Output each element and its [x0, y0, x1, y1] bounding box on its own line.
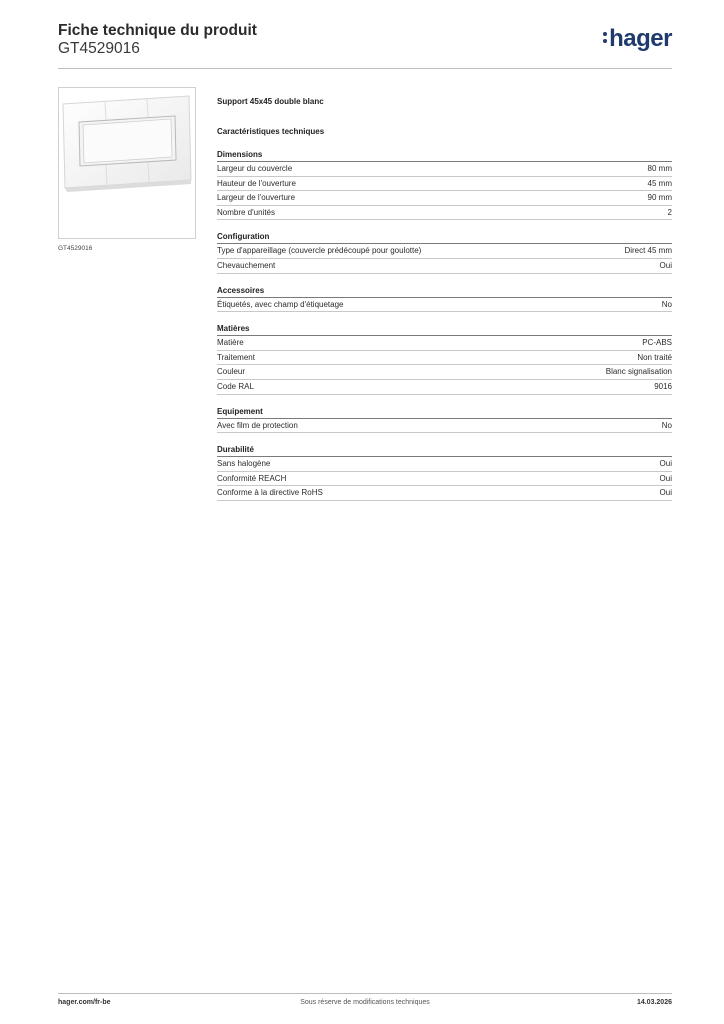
page-title: Fiche technique du produit — [58, 22, 257, 39]
hager-logo[interactable] — [603, 25, 672, 53]
footer-website-link[interactable]: hager.com/fr-be — [58, 999, 111, 1006]
spec-value: No — [661, 299, 672, 309]
spec-label: Hauteur de l'ouverture — [217, 178, 296, 188]
product-reference: GT4529016 — [58, 40, 140, 57]
spec-row — [217, 191, 672, 206]
spec-row — [217, 162, 672, 177]
spec-label: Conforme à la directive RoHS — [217, 488, 323, 498]
spec-row — [217, 419, 672, 434]
spec-value: Oui — [659, 488, 672, 498]
spec-row — [217, 365, 672, 380]
spec-row — [217, 380, 672, 395]
spec-row — [217, 351, 672, 366]
spec-row — [217, 206, 672, 221]
footer-date: 14.03.2026 — [636, 999, 672, 1006]
spec-row — [217, 486, 672, 501]
spec-row — [217, 259, 672, 274]
spec-group-configuration — [217, 230, 672, 273]
spec-label: Sans halogène — [217, 459, 271, 469]
product-image — [58, 87, 196, 239]
spec-content — [217, 96, 672, 501]
spec-value: 80 mm — [647, 164, 672, 173]
spec-label: Traitement — [217, 352, 255, 362]
spec-row — [217, 244, 672, 259]
spec-group-durabilite — [217, 443, 672, 501]
spec-value: No — [661, 420, 672, 430]
spec-label: Conformité REACH — [217, 473, 287, 483]
spec-group-matieres — [217, 322, 672, 394]
spec-label: Nombre d'unités — [217, 207, 275, 217]
logo-text: hager — [609, 25, 672, 52]
spec-label: Avec film de protection — [217, 420, 298, 430]
logo-dots-icon — [603, 32, 607, 43]
spec-row — [217, 336, 672, 351]
spec-label: Type d'appareillage (couvercle prédécoupé pour goulotte) — [217, 246, 422, 256]
spec-label: Largeur de l'ouverture — [217, 193, 296, 203]
spec-label: Étiquetés, avec champ d'étiquetage — [217, 299, 344, 309]
spec-value: PC-ABS — [642, 338, 672, 348]
section-heading: Caractéristiques techniques — [217, 127, 325, 136]
spec-row — [217, 177, 672, 192]
spec-value: 90 mm — [647, 193, 672, 203]
group-title: Accessoires — [217, 284, 672, 298]
spec-row — [217, 298, 672, 313]
spec-value: Direct 45 mm — [624, 246, 672, 256]
group-title: Configuration — [217, 230, 672, 244]
spec-value: 45 mm — [647, 178, 672, 188]
spec-label: Chevauchement — [217, 260, 276, 270]
spec-value: Oui — [659, 459, 672, 469]
group-title: Matières — [217, 322, 672, 336]
page-footer — [58, 993, 672, 1009]
group-title: Durabilité — [217, 443, 672, 457]
cover-plate-illustration — [59, 88, 195, 238]
footer-disclaimer: Sous réserve de modifications techniques — [300, 999, 430, 1006]
product-name: Support 45x45 double blanc — [217, 97, 324, 106]
spec-value: Oui — [659, 260, 672, 270]
spec-value: Oui — [659, 473, 672, 483]
spec-value: Blanc signalisation — [605, 367, 672, 377]
spec-row — [217, 472, 672, 487]
spec-label: Matière — [217, 338, 244, 348]
spec-label: Couleur — [217, 367, 246, 377]
spec-value: Non traité — [637, 352, 672, 362]
spec-label: Largeur du couvercle — [217, 164, 293, 173]
group-title: Dimensions — [217, 148, 672, 162]
spec-group-dimensions — [217, 148, 672, 220]
spec-row — [217, 457, 672, 472]
page-header — [58, 22, 672, 69]
spec-group-equipement — [217, 405, 672, 434]
group-title: Equipement — [217, 405, 672, 419]
image-caption: GT4529016 — [58, 245, 93, 252]
spec-label: Code RAL — [217, 381, 254, 391]
spec-value: 2 — [667, 207, 672, 217]
spec-value: 9016 — [654, 381, 672, 391]
spec-group-accessoires — [217, 284, 672, 313]
